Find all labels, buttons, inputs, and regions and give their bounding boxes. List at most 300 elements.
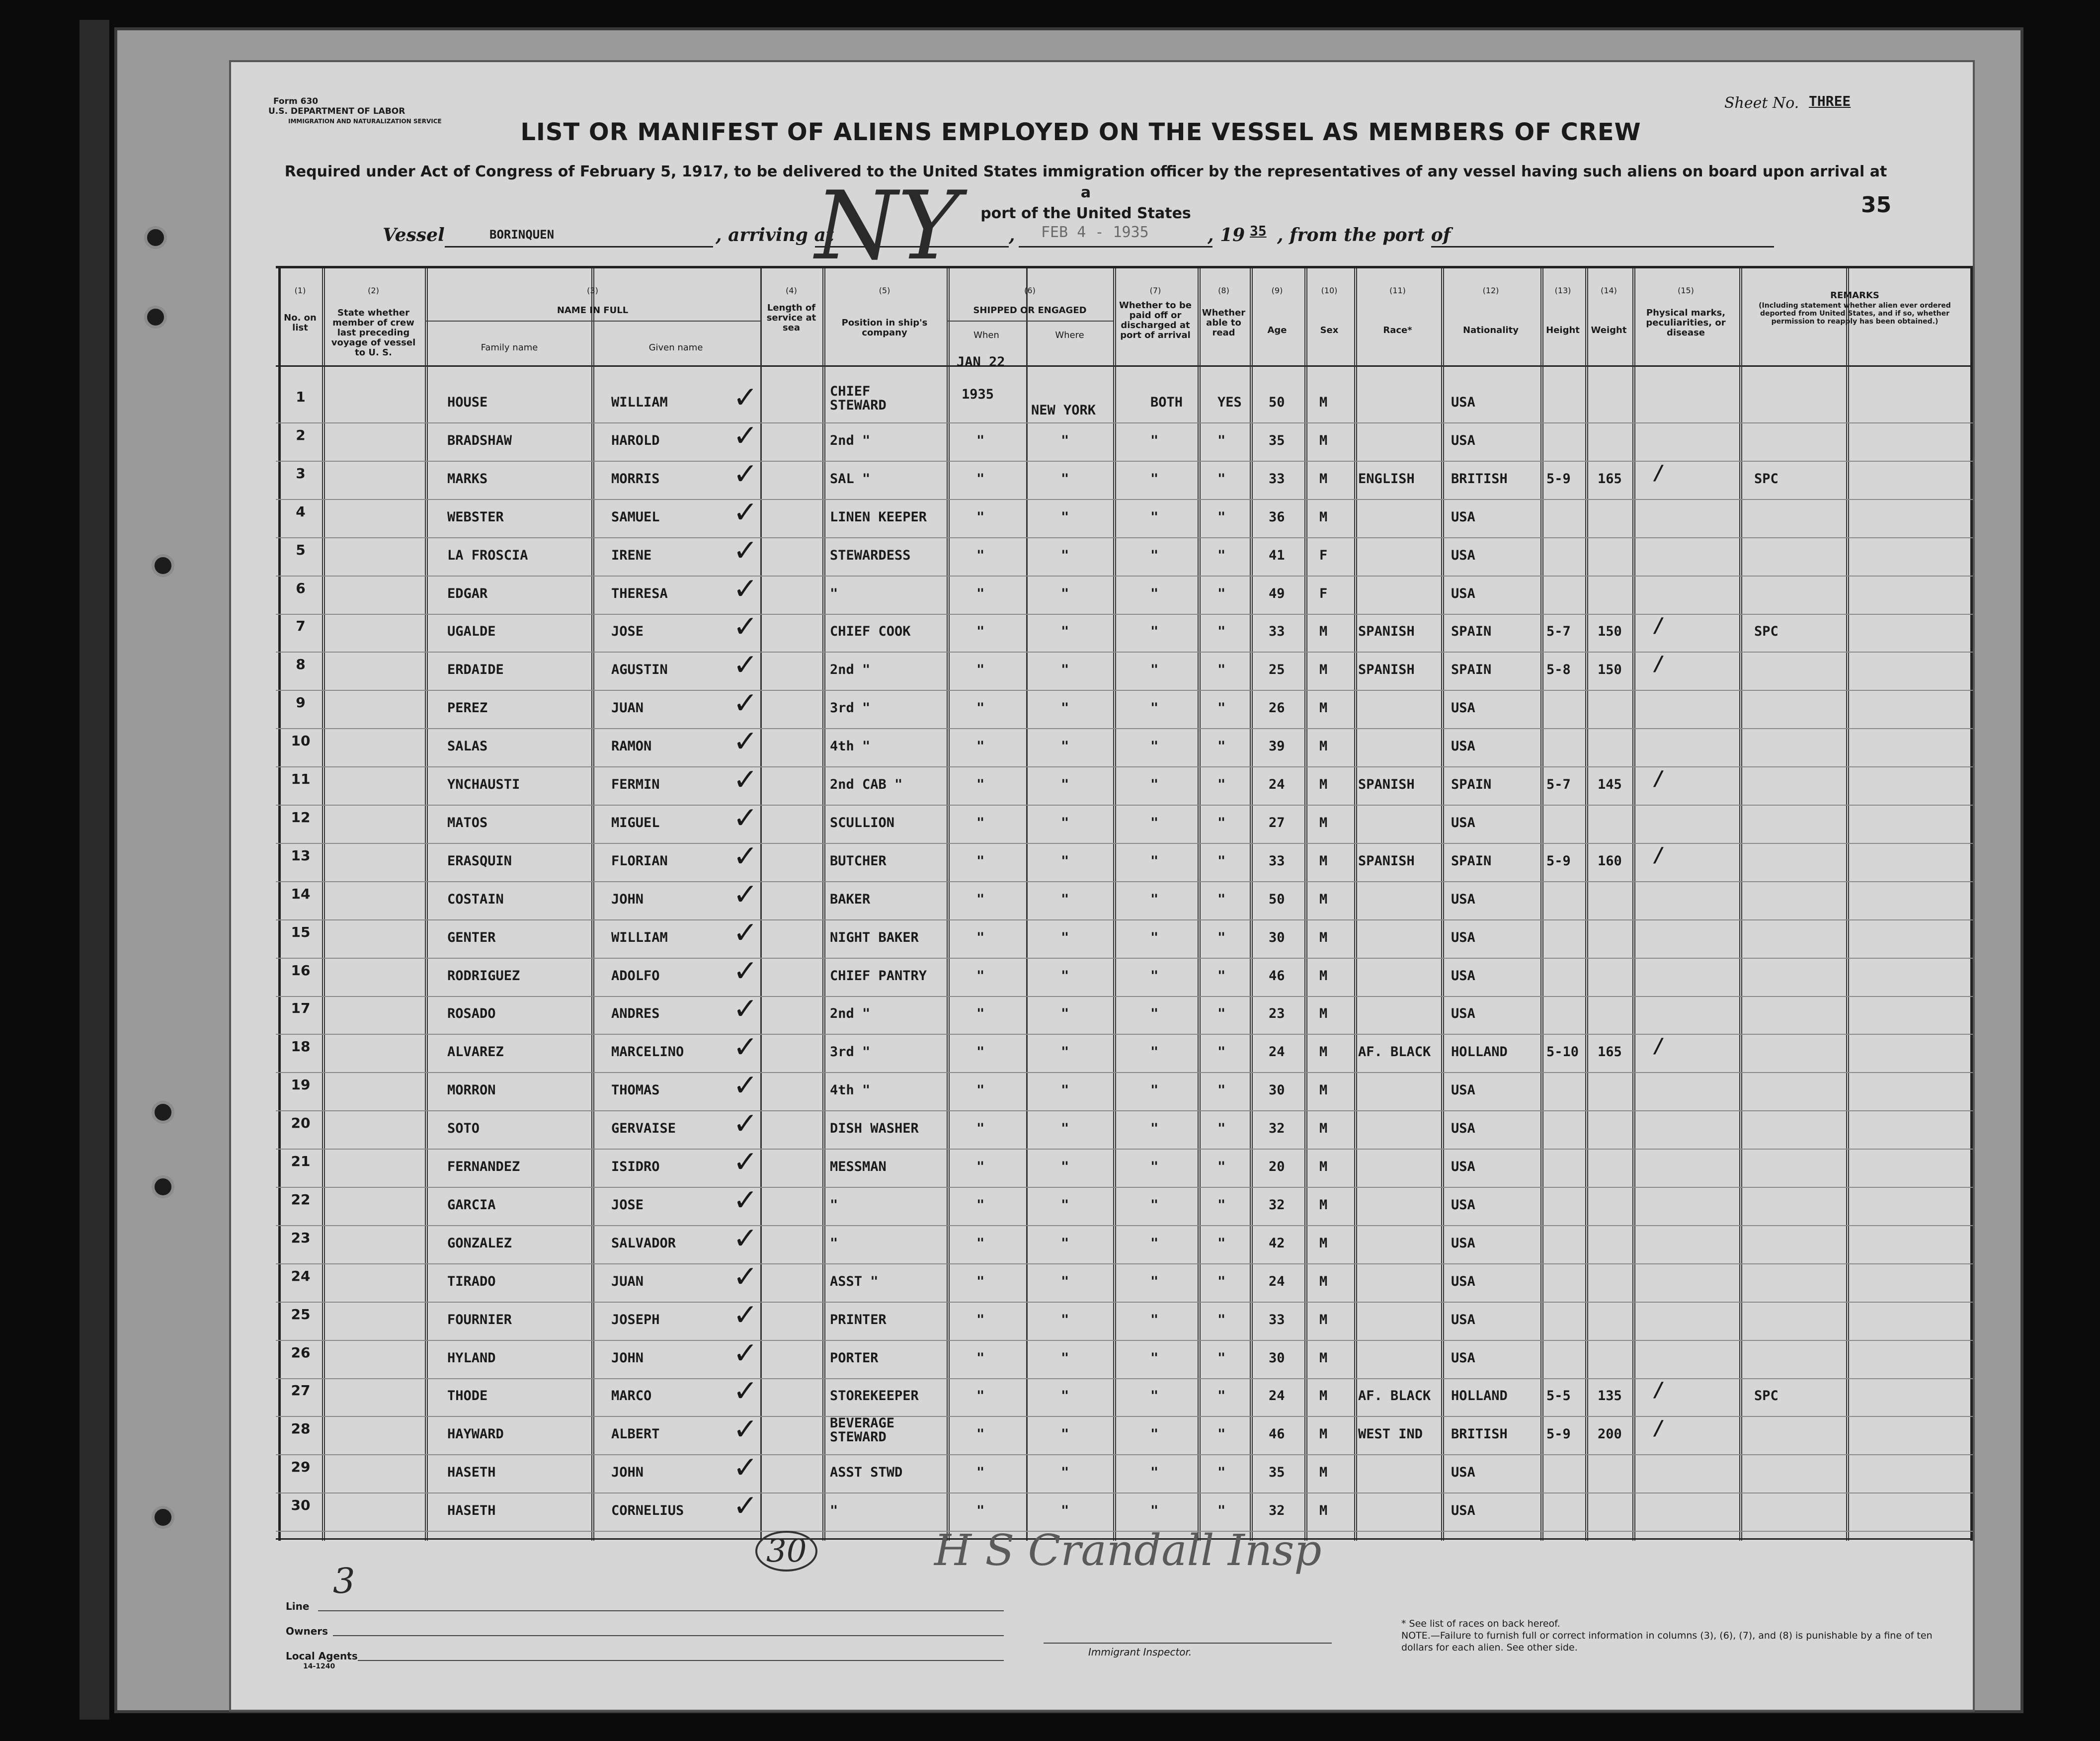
- cell-read: ": [1217, 509, 1226, 525]
- cell-given: ADOLFO: [611, 968, 660, 984]
- cell-where: ": [1061, 777, 1069, 792]
- cell-nat: USA: [1451, 1159, 1475, 1174]
- cell-nat: USA: [1451, 395, 1475, 410]
- cell-race: WEST IND: [1358, 1426, 1423, 1442]
- cell-read: ": [1217, 1465, 1226, 1480]
- cell-family: COSTAIN: [447, 892, 504, 907]
- column-header: Whether to be paid off or discharged at port of arrival: [1119, 300, 1192, 340]
- column-number: (3): [587, 286, 598, 295]
- cell-when: ": [976, 1426, 985, 1442]
- cell-family: HYLAND: [447, 1350, 496, 1366]
- cell-sex: M: [1319, 930, 1328, 945]
- column-divider: [278, 268, 281, 1541]
- cell-marks: /: [1655, 461, 1662, 485]
- cell-read: ": [1217, 1388, 1226, 1404]
- column-number: (9): [1271, 286, 1283, 295]
- column-header: REMARKS: [1830, 290, 1879, 301]
- cell-when: ": [976, 1465, 985, 1480]
- column-number: (2): [368, 286, 379, 295]
- cell-when: ": [976, 1388, 985, 1404]
- cell-paid: ": [1150, 968, 1159, 984]
- cell-sex: M: [1319, 1082, 1328, 1098]
- cell-marks: /: [1655, 1034, 1662, 1058]
- column-header: Whether able to read: [1202, 308, 1246, 338]
- row-number: 28: [291, 1420, 311, 1437]
- cell-sex: M: [1319, 433, 1328, 448]
- column-number: (14): [1601, 286, 1617, 295]
- row-number: 24: [291, 1268, 311, 1284]
- check-mark-icon: ✓: [733, 839, 758, 874]
- cell-where: ": [1061, 1121, 1069, 1136]
- column-divider: [760, 268, 762, 1541]
- row-number: 14: [291, 886, 311, 902]
- cell-marks: /: [1655, 1416, 1662, 1440]
- cell-paid: ": [1150, 815, 1159, 830]
- cell-where: ": [1061, 1465, 1069, 1480]
- cell-age: 33: [1269, 853, 1285, 869]
- cell-where: ": [1061, 586, 1069, 601]
- cell-nat: USA: [1451, 815, 1475, 830]
- cell-given: JOSE: [611, 1197, 644, 1213]
- cell-when: ": [976, 1236, 985, 1251]
- column-number: (5): [879, 286, 890, 295]
- cell-where: ": [1061, 662, 1069, 677]
- cell-when: ": [976, 1350, 985, 1366]
- row-number: 10: [291, 733, 311, 749]
- cell-family: ALVAREZ: [447, 1044, 504, 1060]
- cell-sex: M: [1319, 1197, 1328, 1213]
- cell-when: ": [976, 471, 985, 487]
- cell-family: EDGAR: [447, 586, 488, 601]
- cell-age: 20: [1269, 1159, 1285, 1174]
- column-header: No. on list: [284, 313, 317, 333]
- row-rule: [276, 881, 1973, 882]
- cell-read: ": [1217, 700, 1226, 716]
- binder-strip: [80, 20, 109, 1720]
- cell-when: ": [976, 1044, 985, 1060]
- cell-read: ": [1217, 586, 1226, 601]
- cell-paid: ": [1150, 509, 1159, 525]
- cell-nat: SPAIN: [1451, 777, 1492, 792]
- cell-family: SOTO: [447, 1121, 480, 1136]
- check-mark-icon: ✓: [733, 1145, 758, 1179]
- column-number: (1): [294, 286, 306, 295]
- cell-given: GERVAISE: [611, 1121, 676, 1136]
- cell-where: ": [1061, 853, 1069, 869]
- row-rule: [276, 843, 1973, 844]
- cell-read: ": [1217, 968, 1226, 984]
- row-rule: [276, 499, 1973, 500]
- column-number: (11): [1389, 286, 1406, 295]
- cell-given: ANDRES: [611, 1006, 660, 1021]
- cell-remarks: SPC: [1754, 1388, 1778, 1404]
- cell-where: ": [1061, 624, 1069, 639]
- cell-read: ": [1217, 1159, 1226, 1174]
- cell-paid: ": [1150, 1236, 1159, 1251]
- cell-position: PORTER: [830, 1350, 879, 1366]
- column-number: (7): [1149, 286, 1161, 295]
- cell-nat: USA: [1451, 433, 1475, 448]
- cell-read: ": [1217, 1236, 1226, 1251]
- cell-read: ": [1217, 1197, 1226, 1213]
- cell-race: SPANISH: [1358, 853, 1415, 869]
- cell-age: 49: [1269, 586, 1285, 601]
- check-mark-icon: ✓: [733, 877, 758, 912]
- cell-paid: ": [1150, 853, 1159, 869]
- row-number: 23: [291, 1230, 311, 1246]
- cell-family: ERASQUIN: [447, 853, 512, 869]
- cell-sex: M: [1319, 471, 1328, 487]
- cell-age: 33: [1269, 624, 1285, 639]
- row-rule: [276, 1263, 1973, 1264]
- cell-where: ": [1061, 1197, 1069, 1213]
- inspector-underline: [1044, 1643, 1332, 1644]
- check-mark-icon: ✓: [733, 457, 758, 492]
- cell-age: 46: [1269, 968, 1285, 984]
- row-rule: [276, 996, 1973, 997]
- cell-family: PEREZ: [447, 700, 488, 716]
- cell-read: ": [1217, 548, 1226, 563]
- row-rule: [276, 1072, 1973, 1073]
- cell-weight: 160: [1598, 853, 1622, 869]
- cell-nat: USA: [1451, 1350, 1475, 1366]
- cell-family: MORRON: [447, 1082, 496, 1098]
- inspector-label: Immigrant Inspector.: [1088, 1646, 1192, 1658]
- cell-family: GARCIA: [447, 1197, 496, 1213]
- cell-read: ": [1217, 471, 1226, 487]
- row-rule: [276, 422, 1973, 423]
- cell-paid: ": [1150, 1006, 1159, 1021]
- cell-when: ": [976, 700, 985, 716]
- cell-age: 42: [1269, 1236, 1285, 1251]
- cell-paid: ": [1150, 700, 1159, 716]
- cell-family: ROSADO: [447, 1006, 496, 1021]
- cell-position: BAKER: [830, 892, 871, 907]
- cell-nat: USA: [1451, 892, 1475, 907]
- form-department: U.S. DEPARTMENT OF LABOR: [268, 106, 405, 116]
- cell-given: ISIDRO: [611, 1159, 660, 1174]
- cell-when: ": [976, 548, 985, 563]
- cell-position: 2nd ": [830, 662, 871, 677]
- cell-where: ": [1061, 739, 1069, 754]
- cell-when: ": [976, 586, 985, 601]
- cell-nat: USA: [1451, 1465, 1475, 1480]
- cell-read: ": [1217, 1274, 1226, 1289]
- cell-when: ": [976, 853, 985, 869]
- column-header: Sex: [1320, 325, 1339, 335]
- cell-position: BEVERAGE: [830, 1415, 895, 1431]
- cell-age: 39: [1269, 739, 1285, 754]
- column-number: (10): [1321, 286, 1338, 295]
- cell-family: BRADSHAW: [447, 433, 512, 448]
- cell-family: GONZALEZ: [447, 1236, 512, 1251]
- cell-nat: USA: [1451, 1312, 1475, 1327]
- row-number: 15: [291, 924, 311, 940]
- cell-given: HAROLD: [611, 433, 660, 448]
- column-number: (8): [1218, 286, 1229, 295]
- check-mark-icon: ✓: [733, 1106, 758, 1141]
- cell-race: AF. BLACK: [1358, 1044, 1431, 1060]
- row-rule: [276, 766, 1973, 767]
- row-number: 27: [291, 1382, 311, 1399]
- cell-weight: 135: [1598, 1388, 1622, 1404]
- cell-age: 35: [1269, 433, 1285, 448]
- document-subtitle: [278, 162, 1893, 224]
- cell-given: ALBERT: [611, 1426, 660, 1442]
- check-mark-icon: ✓: [733, 1336, 758, 1371]
- footer-line-label: Line: [286, 1600, 310, 1612]
- cell-sex: M: [1319, 1236, 1328, 1251]
- row-rule: [276, 614, 1973, 615]
- cell-when: ": [976, 1121, 985, 1136]
- cell-where: ": [1061, 548, 1069, 563]
- footer-agents-underline: [358, 1660, 1004, 1661]
- cell-given: JOSEPH: [611, 1312, 660, 1327]
- cell-paid: ": [1150, 662, 1159, 677]
- binder-ring-icon: [144, 306, 167, 329]
- cell-age: 23: [1269, 1006, 1285, 1021]
- column-divider: [1540, 268, 1543, 1541]
- cell-sex: M: [1319, 892, 1328, 907]
- column-divider: [1354, 268, 1357, 1541]
- row-number: 26: [291, 1344, 311, 1361]
- row-number: 30: [291, 1497, 311, 1513]
- check-mark-icon: ✓: [733, 762, 758, 797]
- check-mark-icon: ✓: [733, 801, 758, 835]
- footnote: [1401, 1618, 1948, 1654]
- cell-given: WILLIAM: [611, 395, 668, 410]
- column-header: Physical marks, peculiarities, or disease: [1646, 308, 1726, 338]
- cell-paid: ": [1150, 777, 1159, 792]
- column-divider: [822, 268, 825, 1541]
- cell-read: ": [1217, 815, 1226, 830]
- row-rule: [276, 919, 1973, 920]
- cell-where: ": [1061, 509, 1069, 525]
- row-rule: [276, 805, 1973, 806]
- cell-paid: ": [1150, 624, 1159, 639]
- line-handwritten-mark: 3: [333, 1561, 355, 1601]
- cell-weight: 150: [1598, 624, 1622, 639]
- column-divider: [1846, 268, 1849, 1541]
- cell-nat: USA: [1451, 739, 1475, 754]
- comma-sep: ,: [1009, 225, 1015, 246]
- column-number: (6): [1024, 286, 1036, 295]
- cell-position: NIGHT BAKER: [830, 930, 919, 945]
- cell-age: 24: [1269, 1388, 1285, 1404]
- cell-weight: 165: [1598, 1044, 1622, 1060]
- cell-given: MARCO: [611, 1388, 652, 1404]
- cell-paid: ": [1150, 739, 1159, 754]
- cell-age: 50: [1269, 892, 1285, 907]
- check-mark-icon: ✓: [733, 609, 758, 644]
- sheet-number-value: THREE: [1809, 93, 1851, 109]
- cell-weight: 145: [1598, 777, 1622, 792]
- row-number: 3: [296, 465, 306, 482]
- cell-where: ": [1061, 471, 1069, 487]
- cell-marks: /: [1655, 1378, 1662, 1402]
- cell-sex: F: [1319, 586, 1328, 601]
- cell-race: ENGLISH: [1358, 471, 1415, 487]
- cell-family: SALAS: [447, 739, 488, 754]
- cell-nat: BRITISH: [1451, 471, 1508, 487]
- header-group-underline: [947, 321, 1113, 322]
- cell-family: MATOS: [447, 815, 488, 830]
- cell-given: SAMUEL: [611, 509, 660, 525]
- cell-where: ": [1061, 968, 1069, 984]
- check-mark-icon: ✓: [733, 915, 758, 950]
- cell-given: CORNELIUS: [611, 1503, 684, 1518]
- cell-when: ": [976, 777, 985, 792]
- cell-nat: BRITISH: [1451, 1426, 1508, 1442]
- row-number: 21: [291, 1153, 311, 1169]
- row-number: 1: [296, 389, 306, 405]
- cell-race: SPANISH: [1358, 662, 1415, 677]
- check-mark-icon: ✓: [733, 1489, 758, 1523]
- cell-given: JUAN: [611, 1274, 644, 1289]
- cell-sex: M: [1319, 509, 1328, 525]
- cell-position: CHIEF COOK: [830, 624, 911, 639]
- cell-paid: ": [1150, 1274, 1159, 1289]
- cell-age: 24: [1269, 1274, 1285, 1289]
- cell-read: ": [1217, 739, 1226, 754]
- column-divider: [322, 268, 325, 1541]
- cell-nat: USA: [1451, 1121, 1475, 1136]
- row-rule: [276, 1187, 1973, 1188]
- cell-where: ": [1061, 433, 1069, 448]
- row-number: 2: [296, 427, 306, 443]
- check-mark-icon: ✓: [733, 686, 758, 721]
- cell-position: 2nd ": [830, 1006, 871, 1021]
- cell-sex: M: [1319, 1388, 1328, 1404]
- year-prefix: , 19: [1208, 225, 1245, 246]
- check-mark-icon: ✓: [733, 954, 758, 989]
- cell-given: MARCELINO: [611, 1044, 684, 1060]
- column-divider: [947, 268, 950, 1541]
- row-number: 8: [296, 656, 306, 672]
- cell-position: SAL ": [830, 471, 871, 487]
- page-number: 35: [1861, 192, 1892, 218]
- row-number: 9: [296, 694, 306, 711]
- column-divider: [1585, 268, 1588, 1541]
- cell-position-line2: STEWARD: [830, 1429, 887, 1445]
- row-rule: [276, 1340, 1973, 1341]
- cell-position-line2: STEWARD: [830, 398, 887, 413]
- cell-height: 5-9: [1546, 471, 1571, 487]
- cell-nat: USA: [1451, 1274, 1475, 1289]
- cell-when: ": [976, 930, 985, 945]
- cell-age: 30: [1269, 1082, 1285, 1098]
- row-rule: [276, 1302, 1973, 1303]
- cell-given: MORRIS: [611, 471, 660, 487]
- cell-sex: M: [1319, 1426, 1328, 1442]
- row-rule: [276, 1454, 1973, 1455]
- binder-ring-icon: [152, 1101, 174, 1124]
- cell-family: HASETH: [447, 1465, 496, 1480]
- row-number: 22: [291, 1191, 311, 1208]
- cell-family: RODRIGUEZ: [447, 968, 520, 984]
- row-rule: [276, 461, 1973, 462]
- cell-where: ": [1061, 1312, 1069, 1327]
- cell-position: PRINTER: [830, 1312, 887, 1327]
- cell-marks: /: [1655, 614, 1662, 637]
- cell-age: 50: [1269, 395, 1285, 410]
- row-number: 17: [291, 1000, 311, 1016]
- cell-given: MIGUEL: [611, 815, 660, 830]
- check-mark-icon: ✓: [733, 533, 758, 568]
- cell-age: 24: [1269, 1044, 1285, 1060]
- column-header: Race*: [1383, 325, 1412, 335]
- cell-when: ": [976, 892, 985, 907]
- cell-nat: USA: [1451, 1006, 1475, 1021]
- cell-remarks: SPC: [1754, 471, 1778, 487]
- subtitle-line-2: port of the United States: [980, 205, 1191, 222]
- cell-paid: ": [1150, 1503, 1159, 1518]
- cell-paid: ": [1150, 471, 1159, 487]
- column-header: Given name: [648, 342, 703, 353]
- column-header: Family name: [481, 342, 538, 353]
- cell-paid: ": [1150, 586, 1159, 601]
- cell-given: JOSE: [611, 624, 644, 639]
- check-mark-icon: ✓: [733, 1221, 758, 1256]
- row-rule: [276, 1378, 1973, 1379]
- cell-when: ": [976, 1082, 985, 1098]
- cell-paid: ": [1150, 548, 1159, 563]
- check-mark-icon: ✓: [733, 418, 758, 453]
- cell-paid: BOTH: [1150, 395, 1183, 410]
- column-divider: [591, 268, 594, 1541]
- cell-sex: M: [1319, 815, 1328, 830]
- cell-family: WEBSTER: [447, 509, 504, 525]
- cell-weight: 165: [1598, 471, 1622, 487]
- cell-when: ": [976, 433, 985, 448]
- vessel-name: BORINQUEN: [489, 228, 555, 242]
- row-rule: [276, 1034, 1973, 1035]
- cell-position: 3rd ": [830, 700, 871, 716]
- binder-ring-icon: [152, 1506, 174, 1529]
- row-rule: [276, 728, 1973, 729]
- check-mark-icon: ✓: [733, 724, 758, 759]
- column-divider: [1304, 268, 1307, 1541]
- crew-table: [276, 266, 1973, 1541]
- row-number: 12: [291, 809, 311, 826]
- cell-nat: USA: [1451, 930, 1475, 945]
- row-rule: [276, 1149, 1973, 1150]
- cell-age: 46: [1269, 1426, 1285, 1442]
- column-divider: [1632, 268, 1635, 1541]
- row-number: 4: [296, 503, 306, 520]
- column-header: SHIPPED OR ENGAGED: [973, 305, 1087, 316]
- cell-where: ": [1061, 700, 1069, 716]
- form-service: IMMIGRATION AND NATURALIZATION SERVICE: [288, 118, 442, 125]
- row-number: 18: [291, 1038, 311, 1055]
- cell-where: ": [1061, 815, 1069, 830]
- row-rule: [276, 1110, 1973, 1111]
- cell-position: ASST ": [830, 1274, 879, 1289]
- cell-family: HOUSE: [447, 395, 488, 410]
- vessel-label: Vessel: [383, 225, 445, 246]
- row-number: 13: [291, 847, 311, 864]
- cell-nat: USA: [1451, 1503, 1475, 1518]
- cell-when: ": [976, 1503, 985, 1518]
- cell-where: ": [1061, 892, 1069, 907]
- cell-where: ": [1061, 1159, 1069, 1174]
- cell-age: 32: [1269, 1197, 1285, 1213]
- cell-sex: M: [1319, 739, 1328, 754]
- cell-nat: SPAIN: [1451, 662, 1492, 677]
- cell-where: ": [1061, 1503, 1069, 1518]
- cell-family: TIRADO: [447, 1274, 496, 1289]
- row-number: 7: [296, 618, 306, 634]
